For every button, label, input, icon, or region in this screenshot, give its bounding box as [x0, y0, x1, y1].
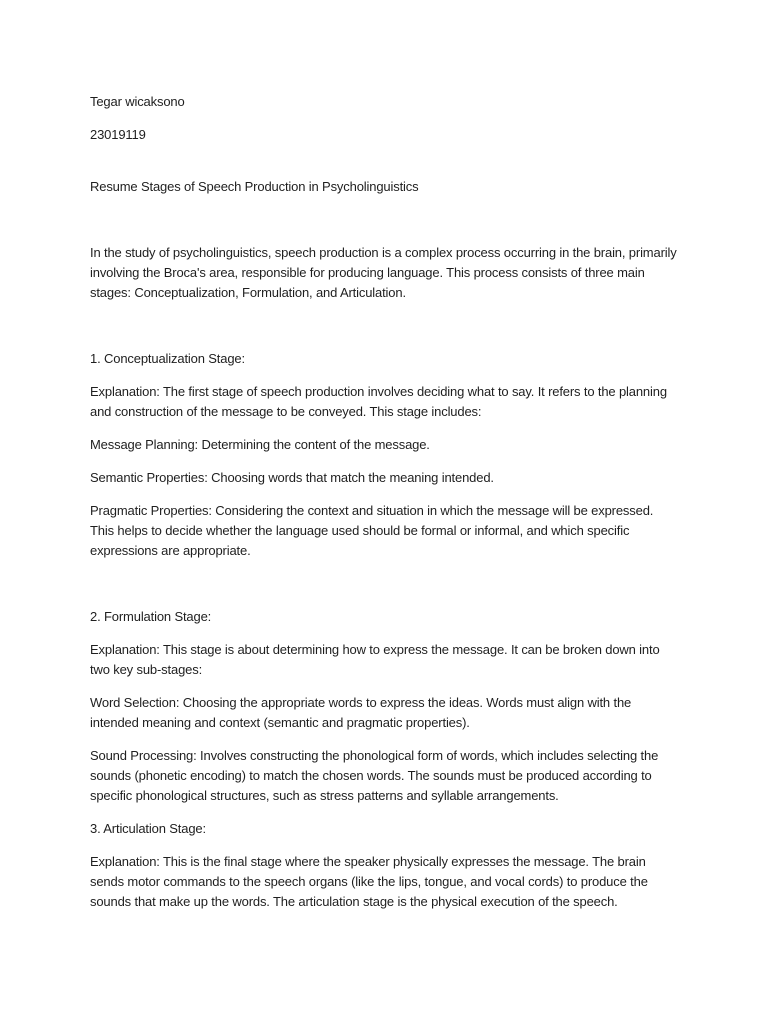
section-heading: 2. Formulation Stage:: [90, 609, 212, 624]
section-paragraph: Pragmatic Properties: Considering the context and situation in which the message will be expressed. This helps to decide whether the language used should be formal or informal, and which specific expressions are appropriate.: [90, 503, 654, 558]
section-paragraph: Explanation: The first stage of speech production involves deciding what to say. It refers to the planning and construction of the message to be conveyed. This stage includes:: [90, 384, 667, 419]
document-body: [90, 92, 680, 925]
author-name: Tegar wicaksono: [90, 94, 185, 109]
intro-paragraph: In the study of psycholinguistics, speech production is a complex process occurring in the brain, primarily involving the Broca's area, responsible for producing language. This process consists of three main stages: Conceptualization, Formulation, and Articulation.: [90, 245, 677, 300]
section-paragraph: Sound Processing: Involves constructing the phonological form of words, which includes selecting the sounds (phonetic encoding) to match the chosen words. The sounds must be produced according to specific phonological structures, such as stress patterns and syllable arrangements.: [90, 748, 659, 803]
student-id: 23019119: [90, 127, 146, 142]
section-paragraph: Explanation: This is the final stage where the speaker physically expresses the message. The brain sends motor commands to the speech organs (like the lips, tongue, and vocal cords) to produce the sounds that make up the words. The articulation stage is the physical execution of the speech.: [90, 854, 648, 909]
document-title: Resume Stages of Speech Production in Psycholinguistics: [90, 179, 419, 194]
section-heading: 1. Conceptualization Stage:: [90, 351, 245, 366]
section-paragraph: Semantic Properties: Choosing words that match the meaning intended.: [90, 470, 494, 485]
section-heading: 3. Articulation Stage:: [90, 821, 206, 836]
section-paragraph: Word Selection: Choosing the appropriate words to express the ideas. Words must align with the intended meaning and context (semantic and pragmatic properties).: [90, 695, 632, 730]
section-paragraph: Message Planning: Determining the content of the message.: [90, 437, 430, 452]
section-paragraph: Explanation: This stage is about determining how to express the message. It can be broken down into two key sub-stages:: [90, 642, 660, 677]
